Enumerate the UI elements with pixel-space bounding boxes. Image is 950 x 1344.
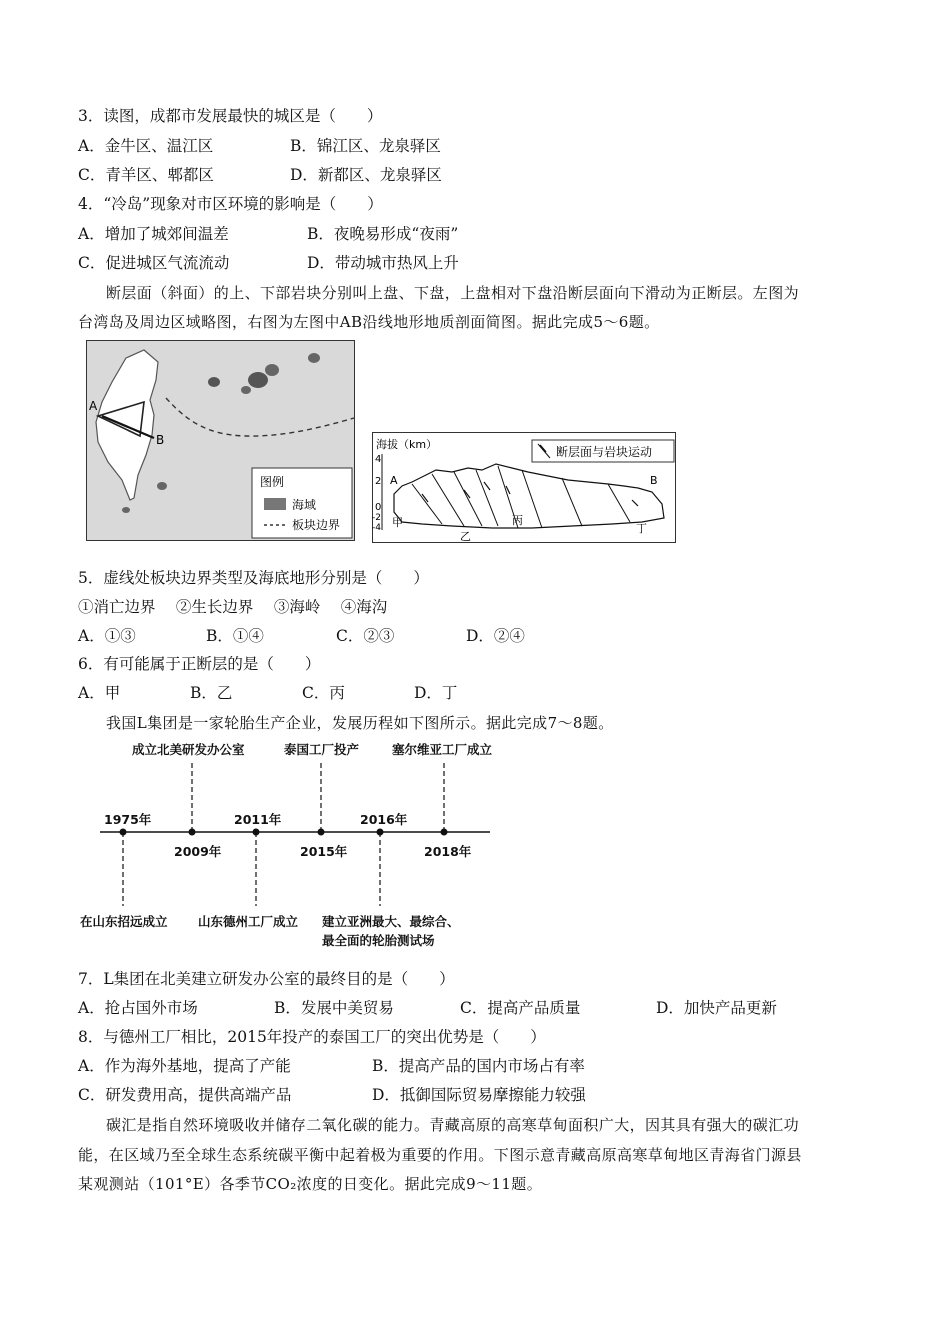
legend-plate-boundary: 板块边界 [292, 518, 341, 532]
q5-option-d: D．②④ [466, 627, 525, 645]
intro-5-6-line2: 台湾岛及周边区域略图，右图为左图中AB沿线地形地质剖面简图。据此完成5～6题。 [78, 313, 660, 331]
q6-option-c: C．丙 [302, 684, 345, 702]
year-2018: 2018年 [424, 844, 472, 859]
event-zhaoyuan-founded: 在山东招远成立 [80, 914, 168, 929]
q8-option-b: B．提高产品的国内市场占有率 [372, 1057, 585, 1075]
year-1975: 1975年 [104, 812, 152, 827]
q5-option-a: A．①③ [78, 627, 136, 645]
label-jia: 甲 [392, 516, 403, 529]
year-2016: 2016年 [360, 812, 408, 827]
tick-2: 2 [375, 476, 382, 487]
q7-stem: 7．L集团在北美建立研发办公室的最终目的是（ ） [78, 970, 455, 988]
q8-option-d: D．抵御国际贸易摩擦能力较强 [372, 1086, 586, 1104]
intro-9-11-line2: 能，在区域乃至全球生态系统碳平衡中起着极为重要的作用。下图示意青藏高原高寒草甸地区青海省门源县 [78, 1146, 802, 1164]
event-dezhou-factory: 山东德州工厂成立 [198, 914, 299, 929]
map-point-a: A [89, 399, 98, 413]
event-thailand-factory: 泰国工厂投产 [284, 742, 360, 757]
q7-option-c: C．提高产品质量 [460, 999, 581, 1017]
year-2011: 2011年 [234, 812, 282, 827]
event-north-america-rd: 成立北美研发办公室 [132, 742, 245, 757]
q5-option-c: C．②③ [336, 627, 395, 645]
q3-option-b: B．锦江区、龙泉驿区 [290, 137, 441, 155]
taiwan-map [86, 340, 356, 542]
profile-point-a: A [390, 474, 398, 487]
intro-9-11-line1: 碳汇是指自然环境吸收并储存二氧化碳的能力。青藏高原的高寒草甸面积广大，因其具有强大的碳汇功 [106, 1116, 800, 1134]
event-serbia-factory: 塞尔维亚工厂成立 [392, 742, 493, 757]
profile-axis-title: 海拔（km） [376, 438, 438, 451]
q7-option-d: D．加快产品更新 [656, 999, 777, 1017]
q4-option-b: B．夜晚易形成“夜雨” [307, 225, 459, 243]
map-legend [252, 468, 352, 538]
intro-7-8: 我国L集团是一家轮胎生产企业，发展历程如下图所示。据此完成7～8题。 [106, 714, 614, 732]
legend-title: 图例 [260, 475, 285, 489]
q3-option-c: C．青羊区、郫都区 [78, 166, 214, 184]
intro-9-11-line3: 某观测站（101°E）各季节CO₂浓度的日变化。据此完成9～11题。 [78, 1175, 543, 1193]
label-bing: 丙 [512, 514, 523, 527]
q7-option-a: A．抢占国外市场 [78, 999, 198, 1017]
event-test-site-line1: 建立亚洲最大、最综合、 [322, 914, 460, 929]
q4-option-c: C．促进城区气流流动 [78, 254, 230, 272]
q3-option-d: D．新都区、龙泉驿区 [290, 166, 442, 184]
year-2009: 2009年 [174, 844, 222, 859]
timeline-figure [78, 738, 498, 950]
q5-stem: 5．虚线处板块边界类型及海底地形分别是（ ） [78, 569, 429, 587]
q4-option-d: D．带动城市热风上升 [307, 254, 459, 272]
q4-option-a: A．增加了城郊间温差 [78, 225, 229, 243]
q6-stem: 6．有可能属于正断层的是（ ） [78, 655, 321, 673]
q3-stem: 3．读图，成都市发展最快的城区是（ ） [78, 107, 383, 125]
intro-5-6-line1: 断层面（斜面）的上、下部岩块分别叫上盘、下盘，上盘相对下盘沿断层面向下滑动为正断层。左图为 [106, 284, 800, 302]
q3-option-a: A．金牛区、温江区 [78, 137, 214, 155]
tick-minus-4: -4 [372, 523, 381, 533]
q7-option-b: B．发展中美贸易 [274, 999, 394, 1017]
profile-legend: 断层面与岩块运动 [556, 445, 653, 459]
profile-point-b: B [650, 474, 658, 487]
q5-items: ①消亡边界 ②生长边界 ③海岭 ④海沟 [78, 598, 388, 616]
tick-minus-2: -2 [372, 513, 381, 523]
legend-sea: 海域 [292, 498, 317, 512]
q6-option-b: B．乙 [190, 684, 233, 702]
label-ding: 丁 [636, 522, 647, 535]
map-point-b: B [156, 433, 165, 447]
tick-0: 0 [375, 502, 382, 513]
q8-option-a: A．作为海外基地，提高了产能 [78, 1057, 291, 1075]
q5-option-b: B．①④ [206, 627, 264, 645]
q6-option-a: A．甲 [78, 684, 121, 702]
q4-stem: 4．“冷岛”现象对市区环境的影响是（ ） [78, 195, 383, 213]
year-2015: 2015年 [300, 844, 348, 859]
label-yi: 乙 [460, 530, 471, 543]
tick-4: 4 [375, 454, 382, 465]
ab-profile-section [372, 432, 677, 544]
q8-stem: 8．与德州工厂相比，2015年投产的泰国工厂的突出优势是（ ） [78, 1028, 546, 1046]
q6-option-d: D．丁 [414, 684, 458, 702]
event-test-site-line2: 最全面的轮胎测试场 [322, 933, 435, 948]
q8-option-c: C．研发费用高，提供高端产品 [78, 1086, 292, 1104]
